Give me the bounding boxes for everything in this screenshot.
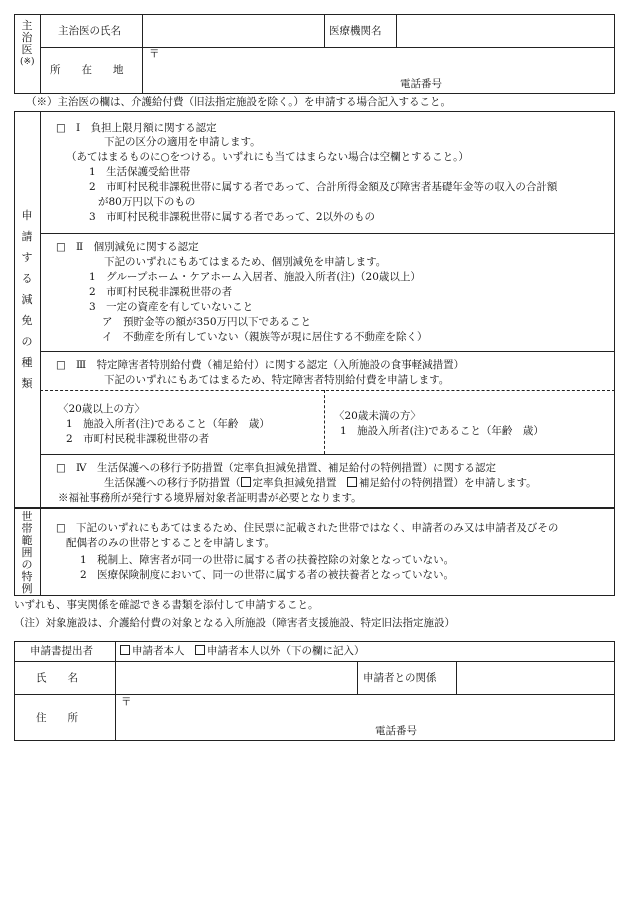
sec2-title: Ⅱ 個別減免に関する認定 xyxy=(76,241,199,253)
sec3-left-item-2: 2 市町村民税非課税世帯の者 xyxy=(66,433,210,445)
doctor-postal-mark: 〒 xyxy=(149,48,160,60)
sec1-sub: 下記の区分の適用を申請します。 xyxy=(104,136,261,148)
household-line1: 下記のいずれにもあてはまるため、住民票に記載された世帯ではなく、申請者のみ又は申請者及びその xyxy=(76,522,559,534)
household-item-1: 1 税制上、障害者が同一の世帯に属する者の扶養控除の対象となっていない。 xyxy=(80,554,455,566)
household-line2: 配偶者のみの世帯とすることを申請します。 xyxy=(66,537,276,549)
sec1-title: Ⅰ 負担上限月額に関する認定 xyxy=(76,122,217,134)
sec3-title: Ⅲ 特定障害者特別給付費（補足給付）に関する認定（入所施設の食事軽減措置） xyxy=(76,359,465,371)
sec1-item-3[interactable]: 3 市町村民税非課税世帯に属する者であって、2以外のもの xyxy=(89,211,376,223)
relation-field[interactable] xyxy=(458,663,613,692)
submitter-name-label: 氏 名 xyxy=(36,672,78,684)
sec2-item-3a: ア 預貯金等の額が350万円以下であること xyxy=(102,316,312,328)
doctor-side-label: 主 治 医 (※) xyxy=(20,19,35,67)
submitter-address-label: 住 所 xyxy=(36,712,78,724)
doctor-address-label: 所 在 地 xyxy=(50,64,124,76)
submitter-name-field[interactable] xyxy=(117,663,355,692)
fixed-rate-reduction-checkbox[interactable] xyxy=(241,477,251,487)
sec3-checkbox[interactable]: □ xyxy=(56,359,66,371)
supplement-special-checkbox[interactable] xyxy=(347,477,357,487)
submitter-label: 申請書提出者 xyxy=(30,645,93,657)
sec2-sub: 下記のいずれにもあてはまるため、個別減免を申請します。 xyxy=(104,256,387,268)
doctor-phone-label: 電話番号 xyxy=(400,78,442,90)
doctor-note: （※）主治医の欄は、介護給付費（旧法指定施設を除く。）を申請する場合記入すること。 xyxy=(26,96,452,108)
note-target-facility: （注）対象施設は、介護給付費の対象となる入所施設（障害者支援施設、特定旧法指定施設） xyxy=(14,617,455,629)
sec4-footnote: ※福祉事務所が発行する境界層対象者証明書が必要となります。 xyxy=(58,492,362,504)
household-item-2: 2 医療保険制度において、同一の世帯に属する者の被扶養者となっていない。 xyxy=(80,569,454,581)
sec3-right-item-1: 1 施設入所者(注)であること（年齢 歳） xyxy=(340,425,544,437)
submitter-other-checkbox[interactable] xyxy=(195,645,205,655)
sec1-note: （あてはまるものに○をつける。いずれにも当てはまらない場合は空欄とすること。） xyxy=(66,151,469,163)
submitter-address-field[interactable] xyxy=(132,697,610,737)
sec2-item-2: 2 市町村民税非課税世帯の者 xyxy=(89,286,233,298)
sec1-item-1[interactable]: 1 生活保護受給世帯 xyxy=(89,166,191,178)
submitter-self-checkbox[interactable] xyxy=(120,645,130,655)
note-attach-documents: いずれも、事実関係を確認できる書類を添付して申請すること。 xyxy=(14,599,319,611)
sec4-checkbox[interactable]: □ xyxy=(56,462,66,474)
sec2-item-3b: イ 不動産を所有していない（親族等が現に居住する不動産を除く） xyxy=(102,331,428,343)
relation-label: 申請者との関係 xyxy=(363,672,437,684)
sec1-item-2[interactable]: 2 市町村民税非課税世帯に属する者であって、合計所得金額及び障害者基礎年金等の収入の合計額 xyxy=(89,181,558,193)
sec2-item-3: 3 一定の資産を有していないこと xyxy=(89,301,254,313)
reduction-side-label: 申 請 す る 減 免 の 種 類 xyxy=(21,209,33,390)
submitter-postal-mark: 〒 xyxy=(121,696,132,708)
sec3-left-heading: 〈20歳以上の方〉 xyxy=(58,403,145,415)
doctor-name-label: 主治医の氏名 xyxy=(58,25,121,37)
household-side-label: 世 帯 範 囲 の 特 例 xyxy=(21,510,33,595)
sec4-title: Ⅳ 生活保護への移行予防措置（定率負担減免措置、補足給付の特例措置）に関する認定 xyxy=(76,462,496,474)
institution-field[interactable] xyxy=(398,16,613,45)
household-checkbox[interactable]: □ xyxy=(56,522,66,534)
sec3-left-item-1: 1 施設入所者(注)であること（年齢 歳） xyxy=(66,418,270,430)
sec2-item-1: 1 グループホーム・ケアホーム入居者、施設入所者(注)（20歳以上） xyxy=(89,271,421,283)
sec2-checkbox[interactable]: □ xyxy=(56,241,66,253)
doctor-address-field[interactable] xyxy=(160,49,610,89)
sec3-sub: 下記のいずれにもあてはまるため、特定障害者特別給付費を申請します。 xyxy=(104,374,450,386)
submitter-phone-label: 電話番号 xyxy=(375,725,417,737)
sec3-right-heading: 〈20歳未満の方〉 xyxy=(334,410,421,422)
sec4-line2: 生活保護への移行予防措置（ 定率負担減免措置 補足給付の特例措置）を申請します。 xyxy=(104,477,537,489)
institution-label: 医療機関名 xyxy=(329,25,382,37)
sec1-item-2-cont: が80万円以下のもの xyxy=(98,196,196,208)
doctor-name-field[interactable] xyxy=(144,16,322,45)
sec1-checkbox[interactable]: □ xyxy=(56,122,66,134)
submitter-options: 申請者本人 申請者本人以外（下の欄に記入） xyxy=(120,644,365,658)
